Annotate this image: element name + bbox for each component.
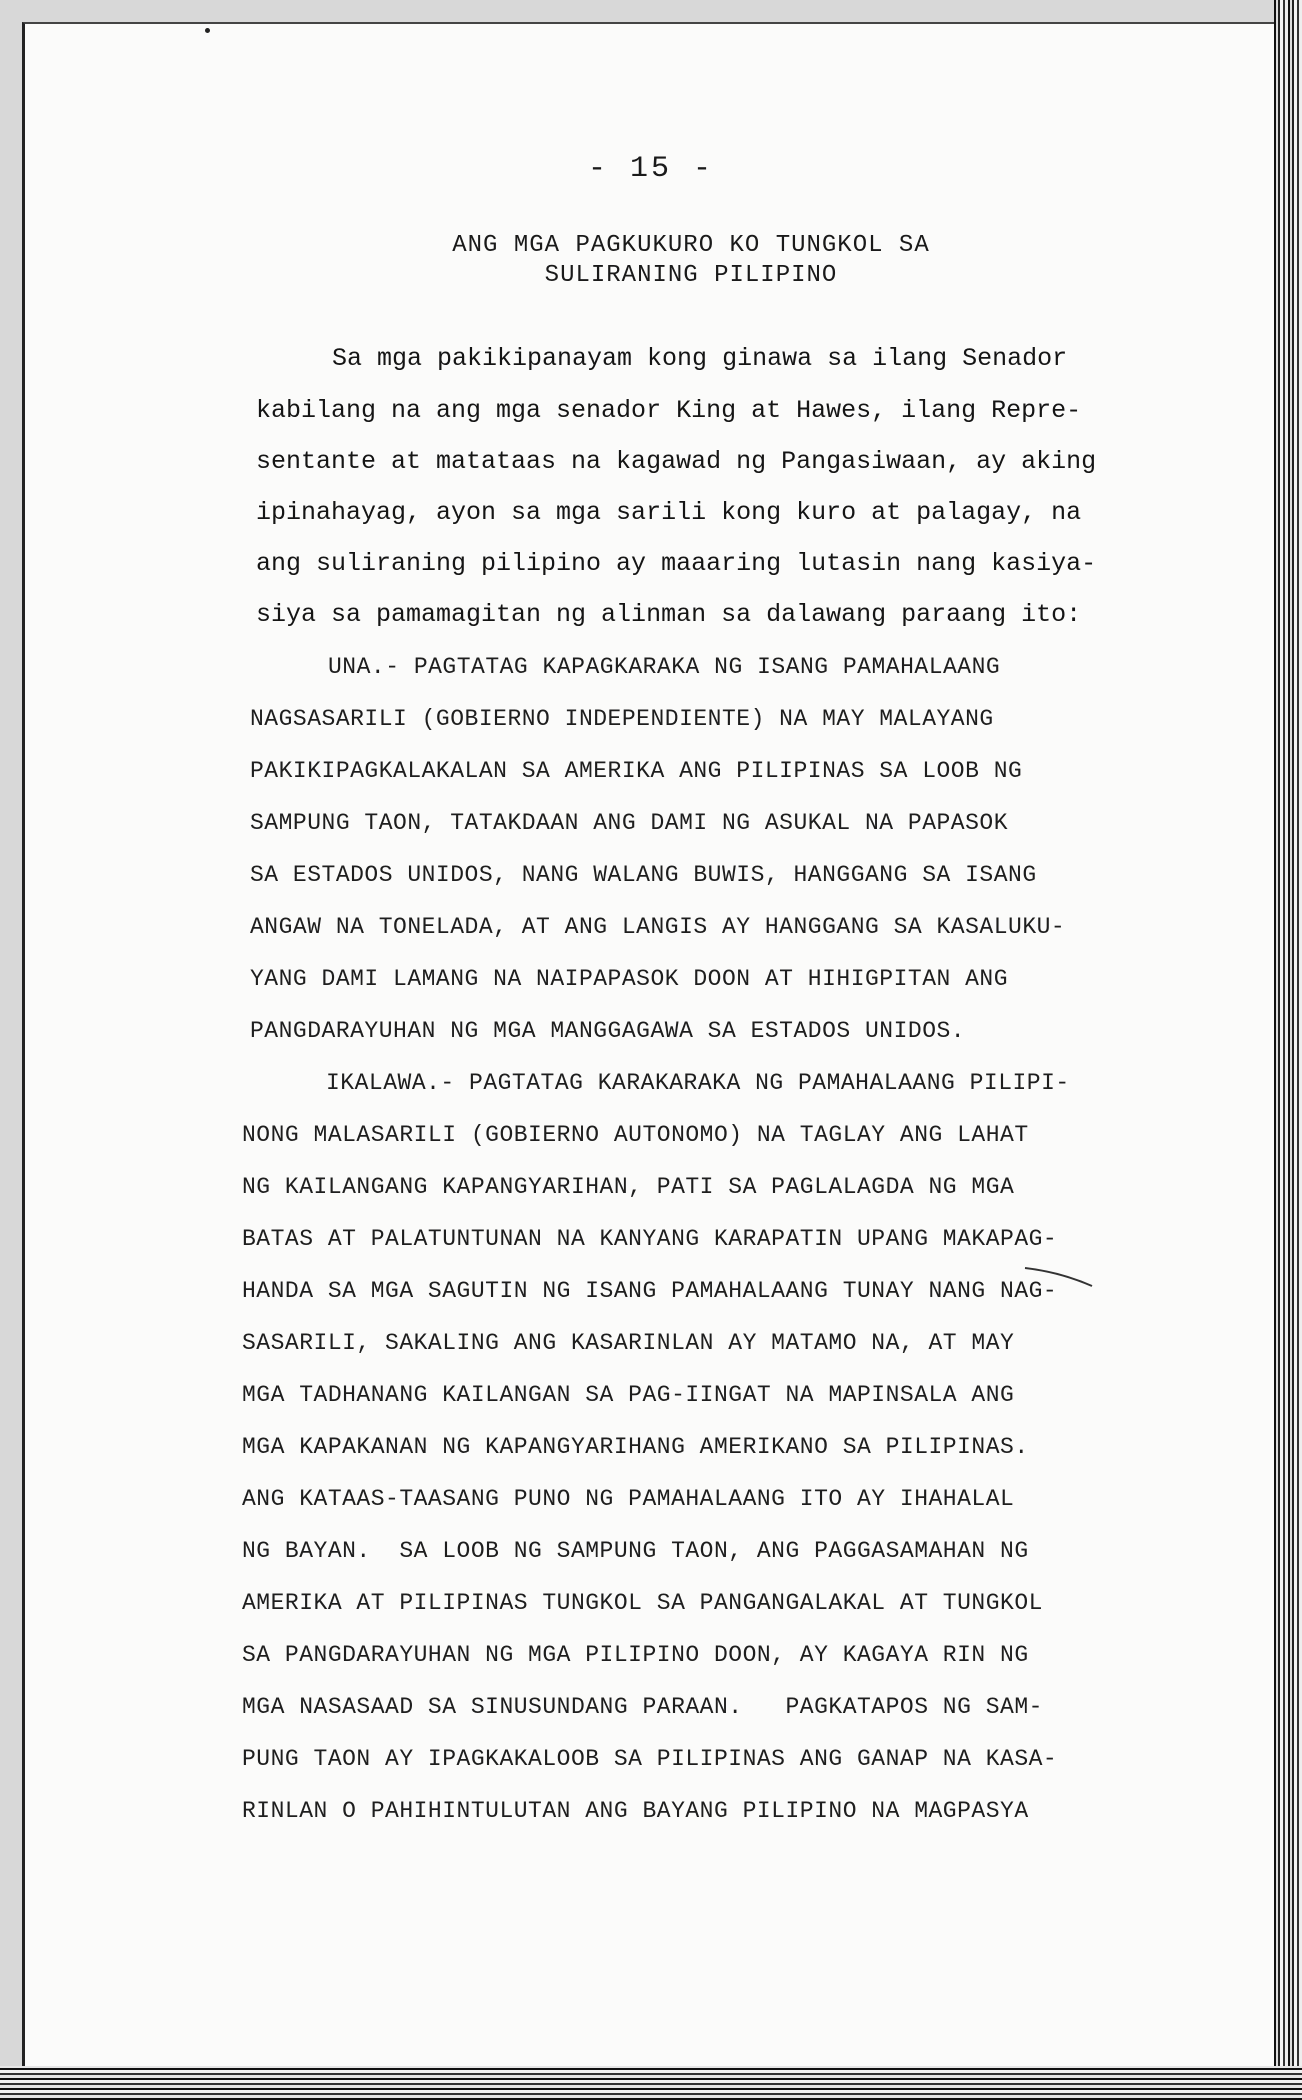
page-title-line-2: SULIRANING PILIPINO (544, 262, 838, 289)
page-title-line-1: ANG MGA PAGKUKURO KO TUNGKOL SA (452, 232, 930, 259)
body-line: MGA NASASAAD SA SINUSUNDANG PARAAN. PAGKATAPOS NG SAM- (242, 1694, 1043, 1720)
body-line: SA PANGDARAYUHAN NG MGA PILIPINO DOON, AY KAGAYA RIN NG (242, 1642, 1029, 1668)
body-line: MGA TADHANANG KAILANGAN SA PAG-IINGAT NA MAPINSALA ANG (242, 1382, 1015, 1408)
body-line: NG KAILANGANG KAPANGYARIHAN, PATI SA PAGLALAGDA NG MGA (242, 1174, 1015, 1200)
body-line: PUNG TAON AY IPAGKAKALOOB SA PILIPINAS ANG GANAP NA KASA- (242, 1746, 1058, 1772)
body-line: PANGDARAYUHAN NG MGA MANGGAGAWA SA ESTADOS UNIDOS. (250, 1018, 966, 1044)
scan-edge-right (1274, 0, 1302, 2100)
body-line: HANDA SA MGA SAGUTIN NG ISANG PAMAHALAANG TUNAY NANG NAG- (242, 1278, 1058, 1304)
body-line: NG BAYAN. SA LOOB NG SAMPUNG TAON, ANG PAGGASAMAHAN NG (242, 1538, 1029, 1564)
body-line: YANG DAMI LAMANG NA NAIPAPASOK DOON AT HIHIGPITAN ANG (250, 966, 1009, 992)
pen-mark (1020, 1262, 1100, 1292)
body-line: AMERIKA AT PILIPINAS TUNGKOL SA PANGANGALAKAL AT TUNGKOL (242, 1590, 1043, 1616)
body-line: RINLAN O PAHIHINTULUTAN ANG BAYANG PILIPINO NA MAGPASYA (242, 1798, 1029, 1824)
body-line: IKALAWA.- PAGTATAG KARAKARAKA NG PAMAHALAANG PILIPI- (326, 1070, 1070, 1096)
body-line: UNA.- PAGTATAG KAPAGKARAKA NG ISANG PAMAHALAANG (328, 654, 1001, 680)
scan-speck (205, 28, 210, 33)
body-line: siya sa pamamagitan ng alinman sa dalawang paraang ito: (256, 600, 1082, 629)
body-line: BATAS AT PALATUNTUNAN NA KANYANG KARAPATIN UPANG MAKAPAG- (242, 1226, 1058, 1252)
scan-edge-bottom (0, 2066, 1302, 2100)
body-line: ang suliraning pilipino ay maaaring lutasin nang kasiya- (256, 549, 1097, 578)
body-line: PAKIKIPAGKALAKALAN SA AMERIKA ANG PILIPINAS SA LOOB NG (250, 758, 1023, 784)
body-line: NONG MALASARILI (GOBIERNO AUTONOMO) NA TAGLAY ANG LAHAT (242, 1122, 1029, 1148)
body-line: SA ESTADOS UNIDOS, NANG WALANG BUWIS, HANGGANG SA ISANG (250, 862, 1037, 888)
body-line: ANG KATAAS-TAASANG PUNO NG PAMAHALAANG ITO AY IHAHALAL (242, 1486, 1015, 1512)
body-line: ANGAW NA TONELADA, AT ANG LANGIS AY HANGGANG SA KASALUKU- (250, 914, 1066, 940)
body-line: sentante at matataas na kagawad ng Pangasiwaan, ay aking (256, 447, 1097, 476)
body-line: ipinahayag, ayon sa mga sarili kong kuro at palagay, na (256, 498, 1082, 527)
body-line: Sa mga pakikipanayam kong ginawa sa ilang Senador (332, 344, 1068, 373)
body-line: SAMPUNG TAON, TATAKDAAN ANG DAMI NG ASUKAL NA PAPASOK (250, 810, 1009, 836)
body-line: MGA KAPAKANAN NG KAPANGYARIHANG AMERIKANO SA PILIPINAS. (242, 1434, 1029, 1460)
body-line: SASARILI, SAKALING ANG KASARINLAN AY MATAMO NA, AT MAY (242, 1330, 1015, 1356)
body-line: kabilang na ang mga senador King at Hawes, ilang Repre- (256, 396, 1082, 425)
page-number: - 15 - (587, 152, 715, 186)
body-line: NAGSASARILI (GOBIERNO INDEPENDIENTE) NA MAY MALAYANG (250, 706, 994, 732)
